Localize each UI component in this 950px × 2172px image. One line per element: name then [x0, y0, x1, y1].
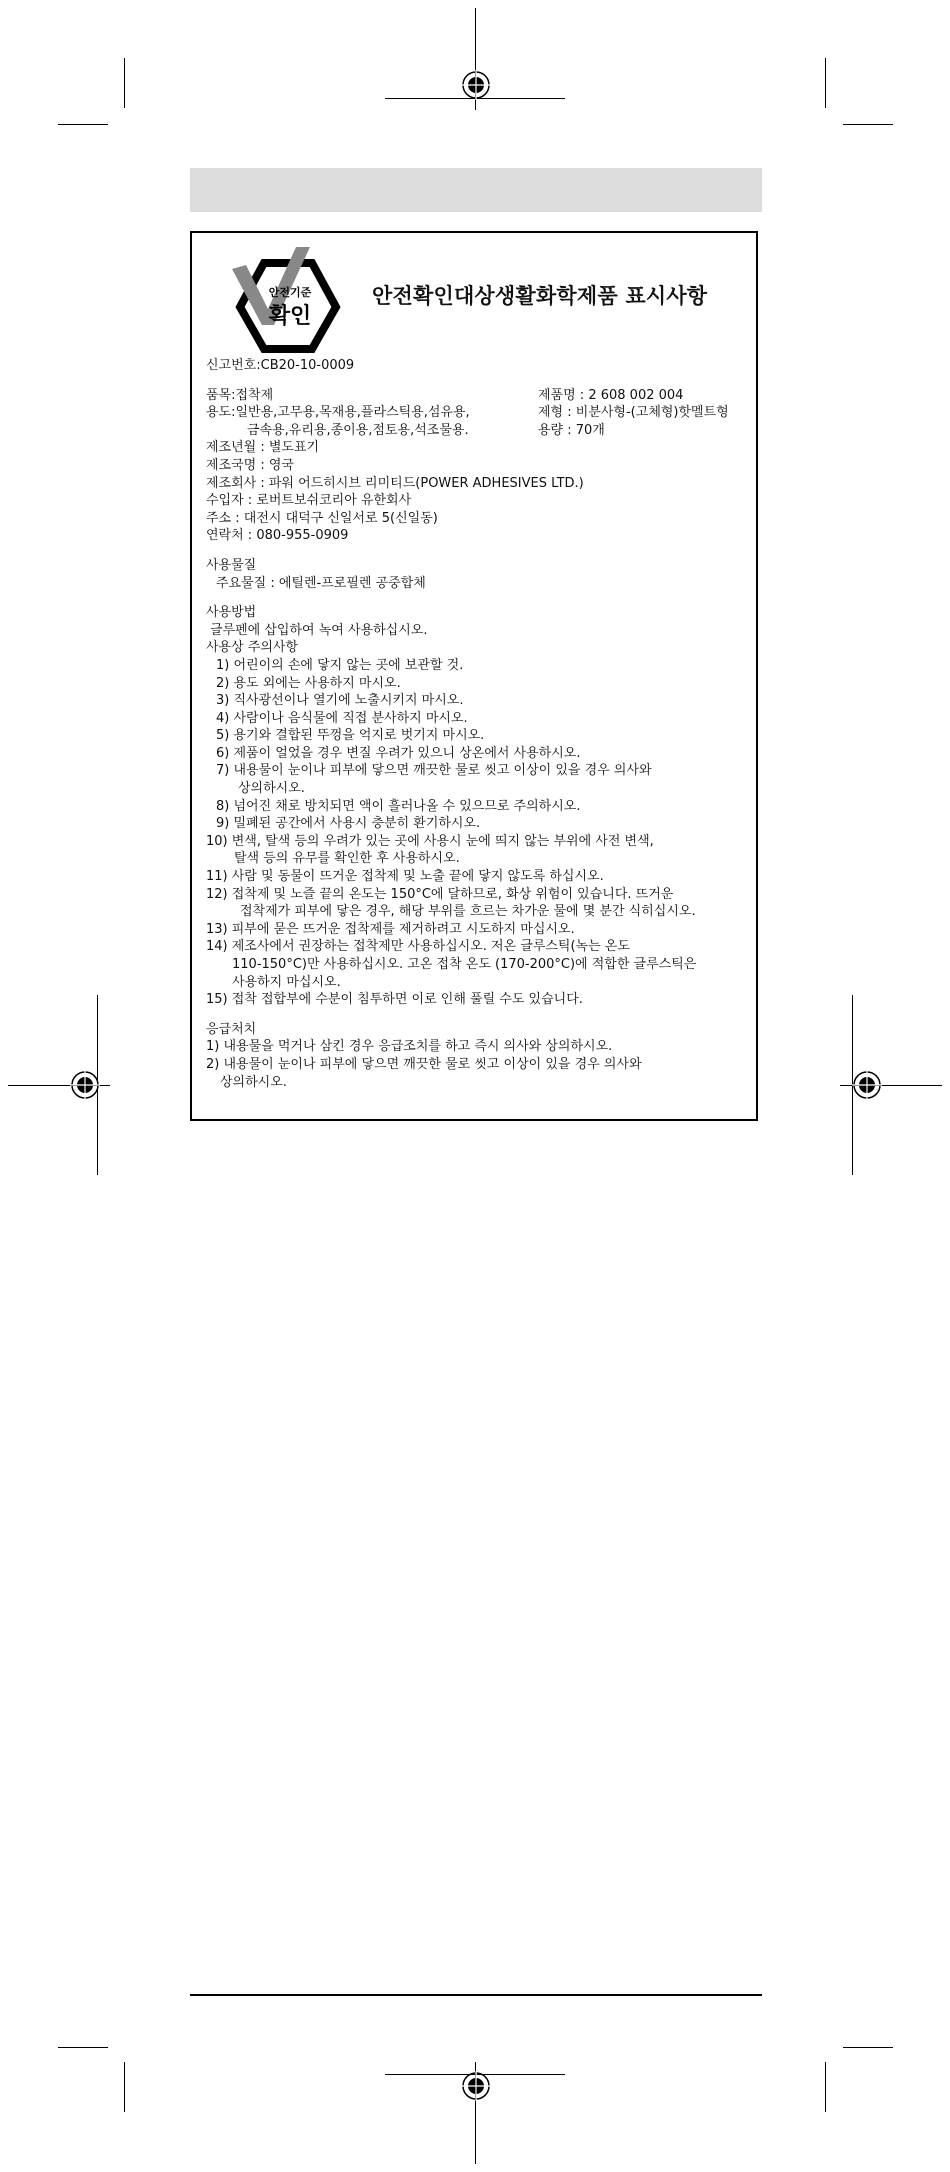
crop-mark-bottom-right-h	[843, 2047, 893, 2048]
registration-target-icon	[461, 70, 491, 100]
precaution-item-continued: 탈색 등의 유무를 확인한 후 사용하시오.	[234, 851, 460, 867]
first-aid-item: 1) 내용물을 먹거나 삼킨 경우 응급조치를 하고 즉시 의사와 상의하시오.	[206, 1039, 613, 1055]
precaution-item: 14) 제조사에서 권장하는 접착제만 사용하십시오. 저온 글루스틱(녹는 온도	[206, 939, 630, 955]
product-info-line: 제조국명 : 영국	[206, 457, 294, 473]
crop-mark-bottom-left-h	[58, 2047, 108, 2048]
label-box	[190, 231, 758, 1121]
precaution-item-continued: 접착제가 피부에 닿은 경우, 해당 부위를 흐르는 차가운 물에 몇 분간 식히십시오.	[240, 904, 696, 920]
crop-mark-top-left-h	[58, 124, 108, 125]
precaution-item: 1) 어린이의 손에 닿지 않는 곳에 보관할 것.	[216, 657, 464, 673]
crop-mark-top-right-h	[843, 124, 893, 125]
header-band	[190, 168, 762, 212]
precaution-item-continued: 사용하지 마십시오.	[232, 974, 341, 990]
precaution-item: 8) 넘어진 채로 방치되면 액이 흘러나올 수 있으므로 주의하시오.	[216, 798, 581, 814]
label-title: 안전확인대상생활화학제품 표시사항	[372, 284, 708, 308]
precaution-item: 9) 밀폐된 공간에서 사용시 충분히 환기하시오.	[216, 816, 481, 832]
product-info-line: 제조년월 : 별도표기	[206, 440, 320, 456]
precaution-item: 12) 접착제 및 노즐 끝의 온도는 150°C에 달하므로, 화상 위험이 있습니다. 뜨거운	[206, 886, 674, 902]
materials-line: 주요물질 : 에틸렌-프로필렌 공중합체	[216, 575, 426, 591]
precaution-item: 3) 직사광선이나 열기에 노출시키지 마시오.	[216, 693, 464, 709]
first-aid-item: 2) 내용물이 눈이나 피부에 닿으면 깨끗한 물로 씻고 이상이 있을 경우 의사와	[206, 1056, 642, 1072]
precaution-item: 15) 접착 접합부에 수분이 침투하면 이로 인해 풀릴 수도 있습니다.	[206, 992, 583, 1008]
first-aid-item-continued: 상의하시오.	[220, 1074, 287, 1090]
safety-confirmation-logo	[224, 245, 342, 355]
precaution-item: 13) 피부에 묻은 뜨거운 접착제를 제거하려고 시도하지 마십시오.	[206, 921, 575, 937]
first-aid-heading: 응급처치	[206, 1021, 257, 1037]
precaution-item: 7) 내용물이 눈이나 피부에 닿으면 깨끗한 물로 씻고 이상이 있을 경우 의사와	[216, 763, 652, 779]
crop-mark-bottom-right-v	[825, 2062, 826, 2112]
product-info	[206, 387, 746, 545]
precaution-item: 5) 용기와 결합된 뚜껑을 억지로 벗기지 마시오.	[216, 728, 485, 744]
precaution-item-continued: 110-150°C)만 사용하십시오. 고온 접착 온도 (170-200°C)에 적합한 글루스틱은	[232, 957, 697, 972]
usage-line: 글루펜에 삽입하여 녹여 사용하십시오.	[210, 622, 428, 638]
crop-mark-bottom-left-v	[124, 2062, 125, 2112]
precaution-item: 11) 사람 및 동물이 뜨거운 접착제 및 노출 끝에 닿지 않도록 하십시오.	[206, 869, 604, 885]
label-content	[206, 357, 746, 1091]
materials-heading: 사용물질	[206, 557, 257, 573]
logo-top-text: 안전기준	[268, 287, 312, 299]
registration-target-icon	[461, 2071, 491, 2101]
product-info-line: 금속용,유리용,종이용,점토용,석조물용.	[247, 422, 469, 438]
product-info-line: 용도:일반용,고무용,목재용,플라스틱용,섬유용,	[206, 405, 470, 421]
product-spec-column	[538, 387, 729, 440]
product-spec-line: 제형 : 비분사형-(고체형)핫멜트형	[538, 405, 729, 421]
product-info-line: 연락처 : 080-955-0909	[206, 528, 349, 544]
precautions-heading: 사용상 주의사항	[206, 640, 299, 656]
registration-target-icon	[852, 1070, 882, 1100]
product-info-line: 품목:접착제	[206, 387, 274, 403]
precaution-item-continued: 상의하시오.	[238, 781, 305, 797]
crop-mark-top-right-v	[825, 58, 826, 108]
precaution-item: 6) 제품이 얼었을 경우 변질 우려가 있으니 상온에서 사용하시오.	[216, 745, 581, 761]
precaution-item: 10) 변색, 탈색 등의 우려가 있는 곳에 사용시 눈에 띄지 않는 부위에 사전 변색,	[206, 833, 654, 849]
registration-target-icon	[70, 1070, 100, 1100]
product-spec-line: 용량 : 70개	[538, 422, 605, 438]
product-info-line: 수입자 : 로버트보쉬코리아 유한회사	[206, 493, 412, 509]
bottom-rule	[190, 1994, 762, 1996]
precaution-item: 2) 용도 외에는 사용하지 마시오.	[216, 675, 401, 691]
product-spec-line: 제품명 : 2 608 002 004	[538, 387, 684, 403]
product-info-line: 제조회사 : 파워 어드히시브 리미티드(POWER ADHESIVES LTD.)	[206, 475, 584, 491]
product-info-line: 주소 : 대전시 대덕구 신일서로 5(신일동)	[206, 510, 438, 526]
usage-heading: 사용방법	[206, 605, 257, 621]
crop-mark-top-left-v	[124, 58, 125, 108]
report-number: 신고번호:CB20-10-0009	[206, 358, 355, 373]
logo-main-text: 확인	[268, 303, 312, 328]
precaution-item: 4) 사람이나 음식물에 직접 분사하지 마시오.	[216, 710, 468, 726]
